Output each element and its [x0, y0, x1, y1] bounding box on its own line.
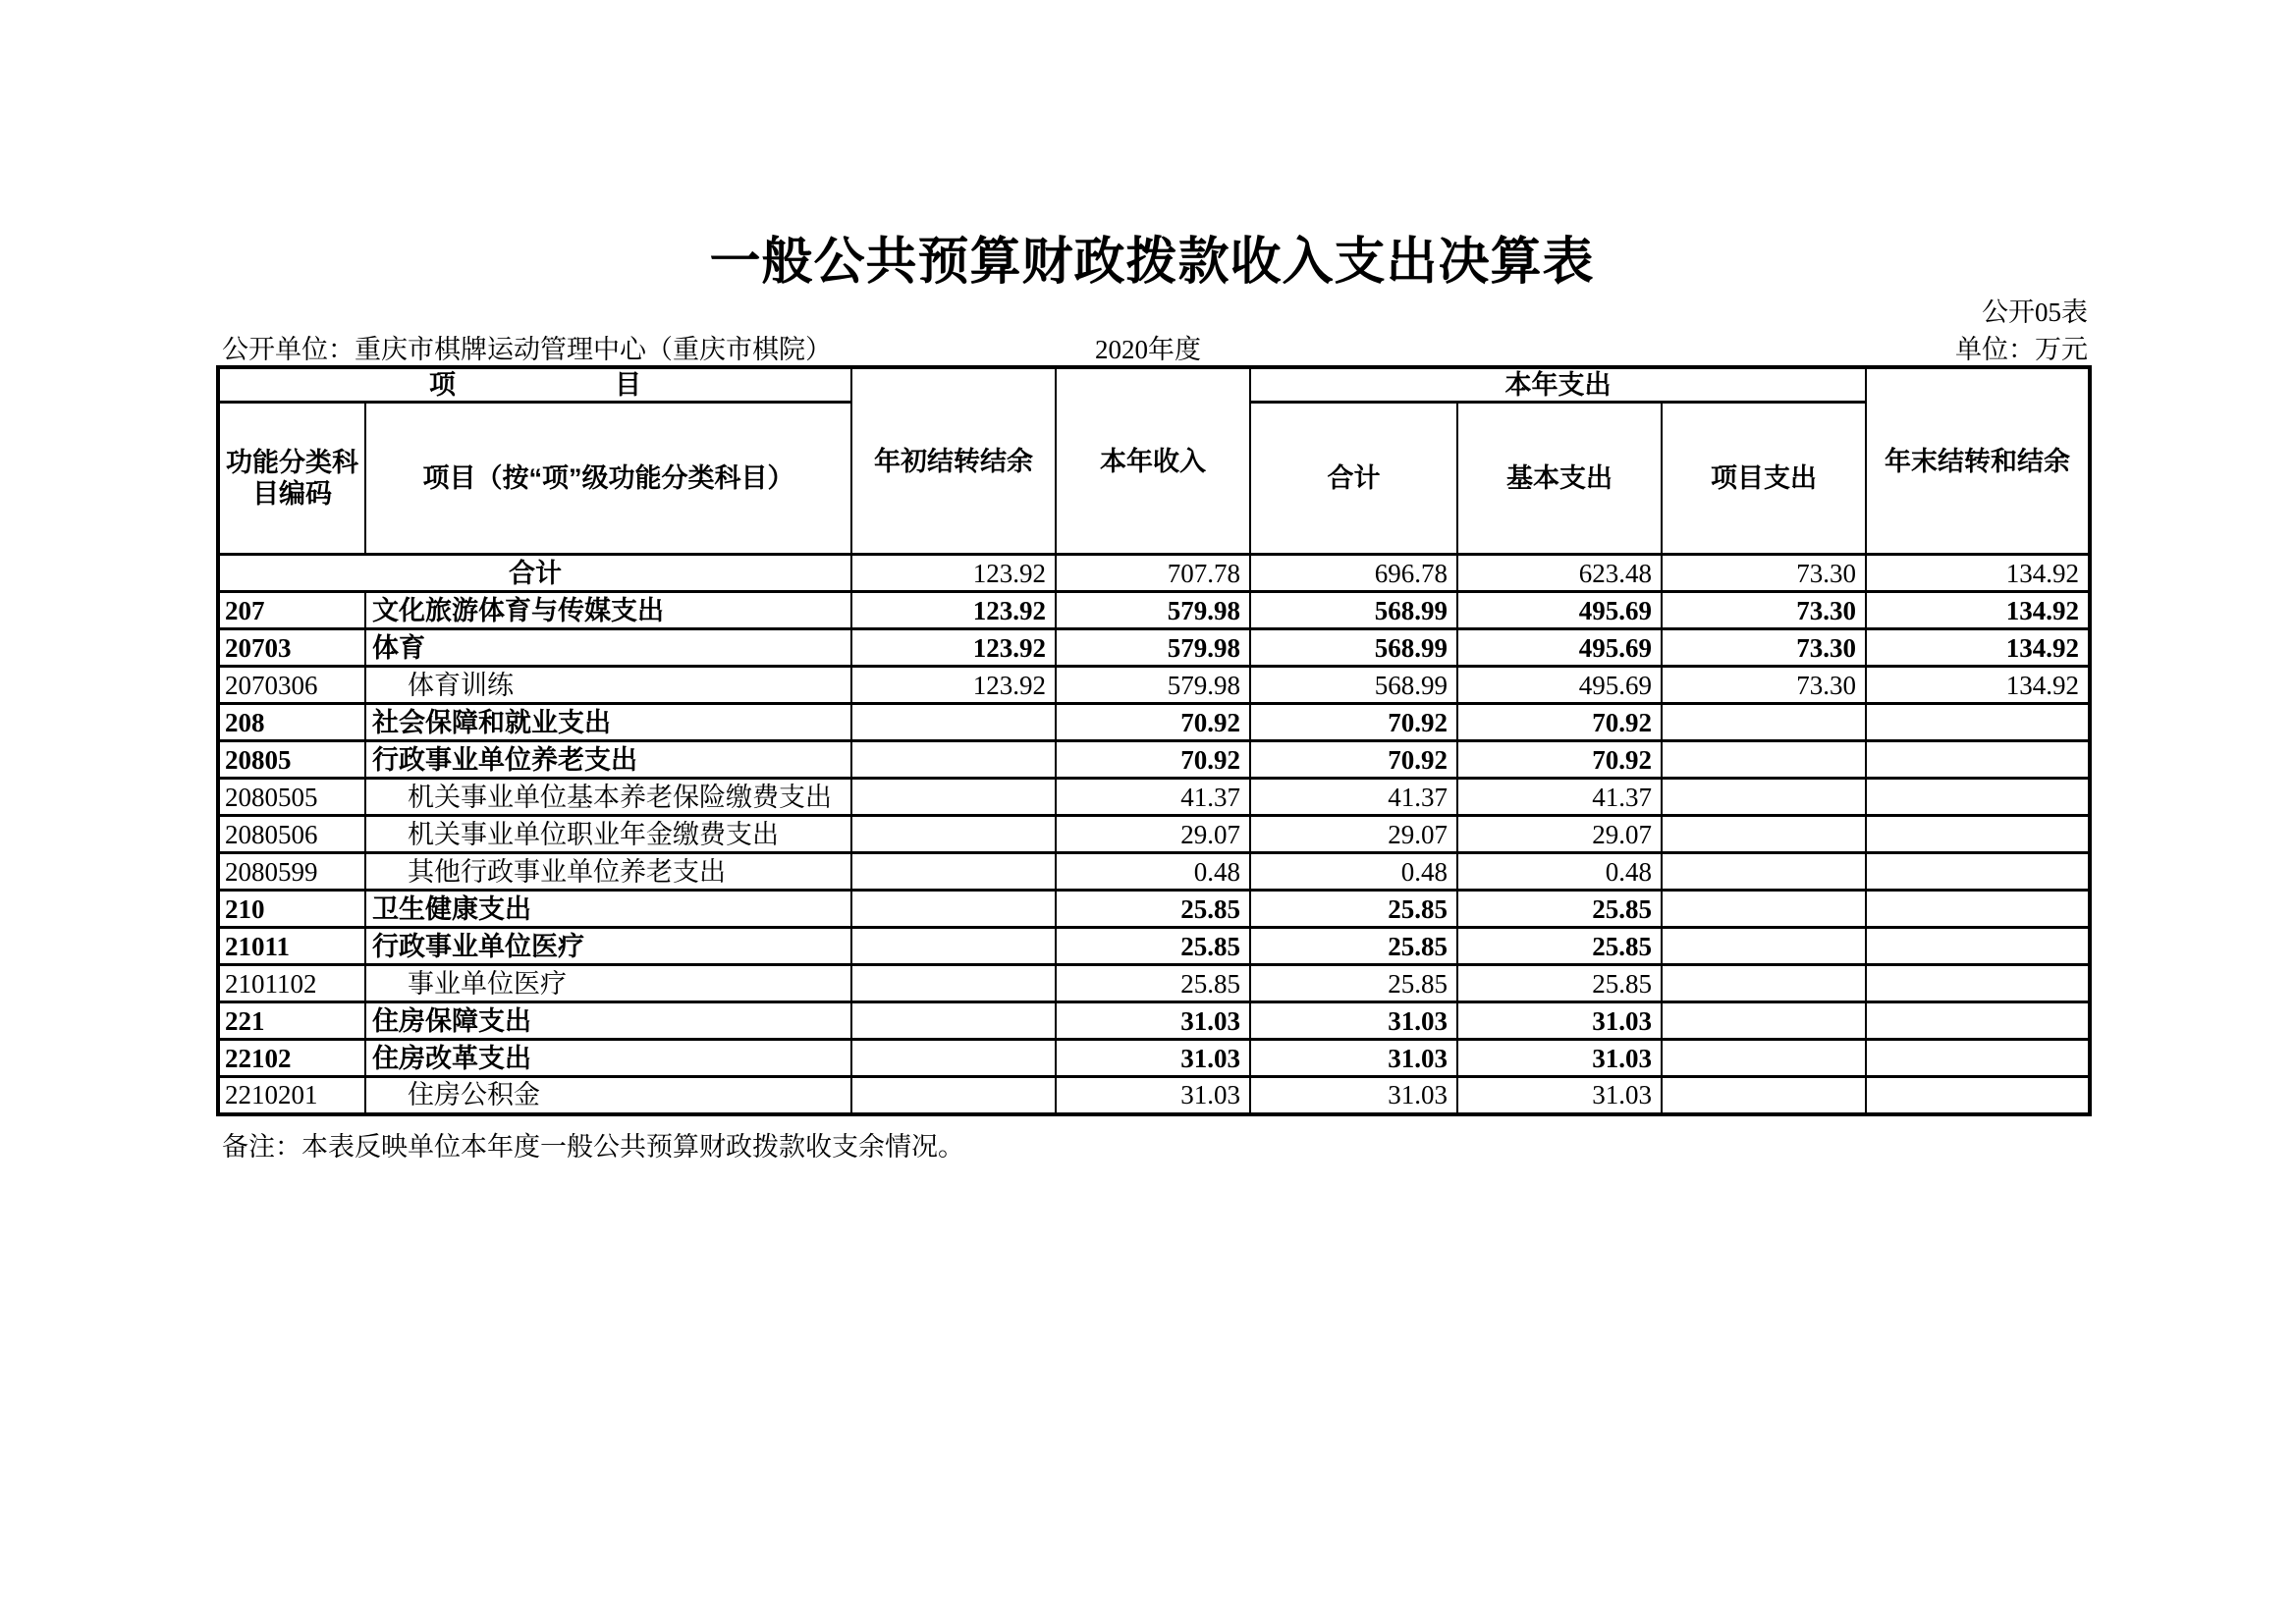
table-row — [218, 1077, 2090, 1114]
closing-balance-cell — [1866, 965, 2090, 1002]
fiscal-year-label: 2020年度 — [1095, 335, 1201, 364]
item-name-cell: 行政事业单位医疗 — [365, 928, 851, 965]
item-name-cell: 体育 — [365, 629, 851, 667]
exp-project-cell — [1662, 853, 1866, 891]
function-code-cell: 207 — [218, 592, 365, 629]
total-row-exp-total: 696.78 — [1250, 555, 1457, 592]
table-row — [218, 592, 2090, 629]
closing-balance-cell: 134.92 — [1866, 629, 2090, 667]
exp-basic-cell: 31.03 — [1457, 1040, 1662, 1077]
table-row — [218, 1002, 2090, 1040]
total-row-current-income: 707.78 — [1056, 555, 1250, 592]
publish-unit-label: 公开单位：重庆市棋牌运动管理中心（重庆市棋院） — [222, 335, 832, 364]
current-income-cell: 31.03 — [1056, 1040, 1250, 1077]
opening-balance-cell — [851, 891, 1056, 928]
exp-total-cell: 29.07 — [1250, 816, 1457, 853]
current-income-cell: 31.03 — [1056, 1077, 1250, 1114]
closing-balance-cell: 134.92 — [1866, 592, 2090, 629]
current-income-cell: 579.98 — [1056, 592, 1250, 629]
closing-balance-cell — [1866, 928, 2090, 965]
current-income-cell: 41.37 — [1056, 779, 1250, 816]
exp-project-cell — [1662, 779, 1866, 816]
item-name-cell: 住房公积金 — [365, 1077, 851, 1114]
exp-project-cell: 73.30 — [1662, 592, 1866, 629]
table-row — [218, 891, 2090, 928]
exp-project-cell — [1662, 891, 1866, 928]
exp-basic-cell: 70.92 — [1457, 741, 1662, 779]
closing-balance-cell — [1866, 741, 2090, 779]
function-code-cell: 2080506 — [218, 816, 365, 853]
closing-balance-cell — [1866, 891, 2090, 928]
exp-total-cell: 70.92 — [1250, 741, 1457, 779]
exp-project-cell — [1662, 965, 1866, 1002]
function-code-cell: 2101102 — [218, 965, 365, 1002]
table-row — [218, 704, 2090, 741]
exp-project-cell — [1662, 1002, 1866, 1040]
header-item: 项目（按“项”级功能分类科目） — [365, 403, 851, 555]
exp-basic-cell: 29.07 — [1457, 816, 1662, 853]
closing-balance-cell — [1866, 1040, 2090, 1077]
current-income-cell: 31.03 — [1056, 1002, 1250, 1040]
table-row — [218, 629, 2090, 667]
opening-balance-cell: 123.92 — [851, 592, 1056, 629]
closing-balance-cell — [1866, 853, 2090, 891]
item-name-cell: 体育训练 — [365, 667, 851, 704]
current-income-cell: 29.07 — [1056, 816, 1250, 853]
table-row — [218, 741, 2090, 779]
header-expenditure-group: 本年支出 — [1250, 367, 1866, 403]
item-name-cell: 机关事业单位职业年金缴费支出 — [365, 816, 851, 853]
opening-balance-cell — [851, 965, 1056, 1002]
exp-basic-cell: 41.37 — [1457, 779, 1662, 816]
function-code-cell: 21011 — [218, 928, 365, 965]
opening-balance-cell — [851, 853, 1056, 891]
opening-balance-cell — [851, 928, 1056, 965]
exp-basic-cell: 25.85 — [1457, 965, 1662, 1002]
opening-balance-cell — [851, 1002, 1056, 1040]
table-row — [218, 853, 2090, 891]
closing-balance-cell — [1866, 1002, 2090, 1040]
header-current-income: 本年收入 — [1056, 367, 1250, 555]
function-code-cell: 20805 — [218, 741, 365, 779]
budget-table — [216, 365, 2092, 1116]
exp-total-cell: 31.03 — [1250, 1077, 1457, 1114]
unit-of-measure-label: 单位：万元 — [1955, 335, 2088, 364]
footnote: 备注：本表反映单位本年度一般公共预算财政拨款收支余情况。 — [222, 1132, 964, 1162]
function-code-cell: 2070306 — [218, 667, 365, 704]
item-name-cell: 住房保障支出 — [365, 1002, 851, 1040]
opening-balance-cell: 123.92 — [851, 667, 1056, 704]
current-income-cell: 70.92 — [1056, 741, 1250, 779]
form-code-label: 公开05表 — [1982, 298, 2088, 327]
function-code-cell: 2210201 — [218, 1077, 365, 1114]
exp-total-cell: 25.85 — [1250, 891, 1457, 928]
header-exp-project: 项目支出 — [1662, 403, 1866, 555]
current-income-cell: 579.98 — [1056, 629, 1250, 667]
exp-project-cell — [1662, 1040, 1866, 1077]
exp-basic-cell: 25.85 — [1457, 891, 1662, 928]
exp-project-cell — [1662, 816, 1866, 853]
item-name-cell: 卫生健康支出 — [365, 891, 851, 928]
function-code-cell: 221 — [218, 1002, 365, 1040]
exp-total-cell: 568.99 — [1250, 629, 1457, 667]
closing-balance-cell — [1866, 1077, 2090, 1114]
meta-row — [0, 328, 2296, 364]
page-title: 一般公共预算财政拨款收入支出决算表 — [709, 234, 1595, 291]
exp-project-cell — [1662, 704, 1866, 741]
exp-total-cell: 41.37 — [1250, 779, 1457, 816]
item-name-cell: 文化旅游体育与传媒支出 — [365, 592, 851, 629]
table-row — [218, 667, 2090, 704]
exp-basic-cell: 70.92 — [1457, 704, 1662, 741]
table-row — [218, 816, 2090, 853]
exp-project-cell — [1662, 741, 1866, 779]
exp-total-cell: 568.99 — [1250, 667, 1457, 704]
exp-total-cell: 31.03 — [1250, 1002, 1457, 1040]
opening-balance-cell — [851, 1040, 1056, 1077]
current-income-cell: 25.85 — [1056, 965, 1250, 1002]
header-exp-total: 合计 — [1250, 403, 1457, 555]
total-row-exp-project: 73.30 — [1662, 555, 1866, 592]
closing-balance-cell — [1866, 816, 2090, 853]
header-exp-basic: 基本支出 — [1457, 403, 1662, 555]
header-closing-balance: 年末结转和结余 — [1866, 367, 2090, 555]
exp-basic-cell: 25.85 — [1457, 928, 1662, 965]
exp-basic-cell: 495.69 — [1457, 592, 1662, 629]
exp-project-cell — [1662, 928, 1866, 965]
total-row-closing-balance: 134.92 — [1866, 555, 2090, 592]
exp-total-cell: 31.03 — [1250, 1040, 1457, 1077]
exp-total-cell: 568.99 — [1250, 592, 1457, 629]
opening-balance-cell — [851, 704, 1056, 741]
item-name-cell: 住房改革支出 — [365, 1040, 851, 1077]
closing-balance-cell: 134.92 — [1866, 667, 2090, 704]
current-income-cell: 25.85 — [1056, 891, 1250, 928]
table-row — [218, 928, 2090, 965]
exp-total-cell: 0.48 — [1250, 853, 1457, 891]
item-name-cell: 社会保障和就业支出 — [365, 704, 851, 741]
function-code-cell: 2080599 — [218, 853, 365, 891]
opening-balance-cell — [851, 779, 1056, 816]
exp-basic-cell: 495.69 — [1457, 629, 1662, 667]
table-row — [218, 1040, 2090, 1077]
header-item-group: 项 目 — [218, 367, 851, 403]
table-total-row — [218, 555, 2090, 592]
current-income-cell: 0.48 — [1056, 853, 1250, 891]
exp-total-cell: 25.85 — [1250, 928, 1457, 965]
function-code-cell: 20703 — [218, 629, 365, 667]
function-code-cell: 22102 — [218, 1040, 365, 1077]
current-income-cell: 25.85 — [1056, 928, 1250, 965]
table-row — [218, 779, 2090, 816]
item-name-cell: 事业单位医疗 — [365, 965, 851, 1002]
header-function-code: 功能分类科目编码 — [218, 403, 365, 555]
closing-balance-cell — [1866, 779, 2090, 816]
current-income-cell: 70.92 — [1056, 704, 1250, 741]
exp-project-cell — [1662, 1077, 1866, 1114]
exp-total-cell: 25.85 — [1250, 965, 1457, 1002]
exp-project-cell: 73.30 — [1662, 667, 1866, 704]
header-opening-balance: 年初结转结余 — [851, 367, 1056, 555]
function-code-cell: 208 — [218, 704, 365, 741]
exp-basic-cell: 31.03 — [1457, 1077, 1662, 1114]
item-name-cell: 机关事业单位基本养老保险缴费支出 — [365, 779, 851, 816]
exp-basic-cell: 31.03 — [1457, 1002, 1662, 1040]
total-row-exp-basic: 623.48 — [1457, 555, 1662, 592]
table-row — [218, 965, 2090, 1002]
exp-basic-cell: 495.69 — [1457, 667, 1662, 704]
exp-project-cell: 73.30 — [1662, 629, 1866, 667]
opening-balance-cell — [851, 1077, 1056, 1114]
closing-balance-cell — [1866, 704, 2090, 741]
function-code-cell: 210 — [218, 891, 365, 928]
exp-basic-cell: 0.48 — [1457, 853, 1662, 891]
item-name-cell: 其他行政事业单位养老支出 — [365, 853, 851, 891]
opening-balance-cell — [851, 741, 1056, 779]
current-income-cell: 579.98 — [1056, 667, 1250, 704]
total-row-opening-balance: 123.92 — [851, 555, 1056, 592]
total-row-label: 合计 — [218, 555, 851, 592]
item-name-cell: 行政事业单位养老支出 — [365, 741, 851, 779]
opening-balance-cell: 123.92 — [851, 629, 1056, 667]
opening-balance-cell — [851, 816, 1056, 853]
function-code-cell: 2080505 — [218, 779, 365, 816]
exp-total-cell: 70.92 — [1250, 704, 1457, 741]
